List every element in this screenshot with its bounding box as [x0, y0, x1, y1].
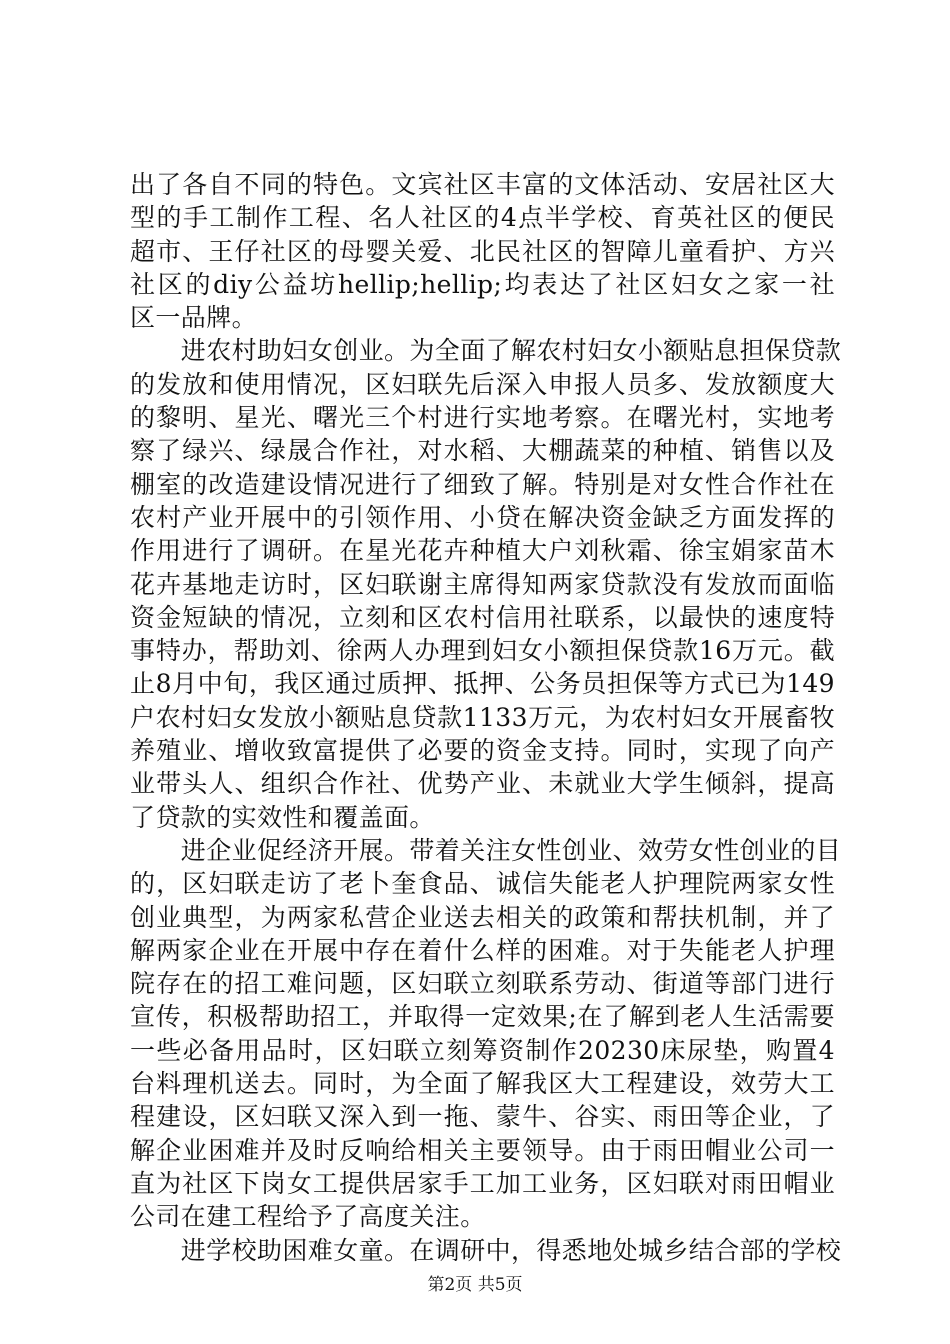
- text-line: 养殖业、增收致富提供了必要的资金支持。同时，实现了向产: [130, 736, 835, 766]
- page-footer: 第2页 共5页: [427, 1275, 523, 1295]
- text-line: 棚室的改造建设情况进行了细致了解。特别是对女性合作社在: [130, 469, 835, 499]
- text-line: 户农村妇女发放小额贴息贷款1133万元，为农村妇女开展畜牧: [130, 702, 835, 732]
- text-line: 解两家企业在开展中存在着什么样的困难。对于失能老人护理: [130, 935, 835, 965]
- text-line: 花卉基地走访时，区妇联谢主席得知两家贷款没有发放而面临: [130, 569, 835, 599]
- text-line: 资金短缺的情况，立刻和区农村信用社联系，以最快的速度特: [130, 602, 835, 632]
- text-line: 创业典型，为两家私营企业送去相关的政策和帮扶机制，并了: [130, 902, 835, 932]
- text-line: 出了各自不同的特色。文宾社区丰富的文体活动、安居社区大: [130, 170, 835, 199]
- text-line: 进企业促经济开展。带着关注女性创业、效劳女性创业的目: [130, 835, 842, 865]
- text-line: 程建设，区妇联又深入到一拖、蒙牛、谷实、雨田等企业，了: [130, 1102, 835, 1132]
- text-line: 公司在建工程给予了高度关注。: [130, 1202, 486, 1232]
- text-line: 一些必备用品时，区妇联立刻筹资制作20230床尿垫，购置4: [130, 1035, 835, 1065]
- text-line: 的发放和使用情况，区妇联先后深入申报人员多、发放额度大: [130, 369, 835, 399]
- document-body: [130, 168, 842, 1267]
- text-line: 社区的diy公益坊hellip;hellip;均表达了社区妇女之家一社: [130, 269, 835, 299]
- text-line: 超市、王仔社区的母婴关爱、北民社区的智障儿童看护、方兴: [130, 236, 835, 266]
- text-line: 察了绿兴、绿晟合作社，对水稻、大棚蔬菜的种植、销售以及: [130, 436, 835, 466]
- text-line: 的，区妇联走访了老卜奎食品、诚信失能老人护理院两家女性: [130, 869, 835, 899]
- text-line: 作用进行了调研。在星光花卉种植大户刘秋霜、徐宝娟家苗木: [130, 536, 835, 566]
- text-line: 解企业困难并及时反响给相关主要领导。由于雨田帽业公司一: [130, 1135, 835, 1165]
- text-line: 止8月中旬，我区通过质押、抵押、公务员担保等方式已为149: [130, 669, 835, 699]
- text-line: 宣传，积极帮助招工，并取得一定效果;在了解到老人生活需要: [130, 1002, 835, 1032]
- text-line: 台料理机送去。同时，为全面了解我区大工程建设，效劳大工: [130, 1069, 835, 1099]
- text-line: 直为社区下岗女工提供居家手工加工业务，区妇联对雨田帽业: [130, 1168, 835, 1198]
- text-line: 院存在的招工难问题，区妇联立刻联系劳动、街道等部门进行: [130, 969, 835, 999]
- text-line: 业带头人、组织合作社、优势产业、未就业大学生倾斜，提高: [130, 769, 835, 799]
- text-line: 进学校助困难女童。在调研中，得悉地处城乡结合部的学校: [130, 1235, 842, 1265]
- text-line: 的黎明、星光、曙光三个村进行实地考察。在曙光村，实地考: [130, 403, 835, 433]
- text-line: 型的手工制作工程、名人社区的4点半学校、育英社区的便民: [130, 203, 835, 233]
- text-line: 农村产业开展中的引领作用、小贷在解决资金缺乏方面发挥的: [130, 502, 835, 532]
- text-line: 进农村助妇女创业。为全面了解农村妇女小额贴息担保贷款: [130, 336, 842, 366]
- text-line: 了贷款的实效性和覆盖面。: [130, 802, 435, 832]
- text-line: 事特办，帮助刘、徐两人办理到妇女小额担保贷款16万元。截: [130, 636, 835, 666]
- text-line: 区一品牌。: [130, 303, 258, 333]
